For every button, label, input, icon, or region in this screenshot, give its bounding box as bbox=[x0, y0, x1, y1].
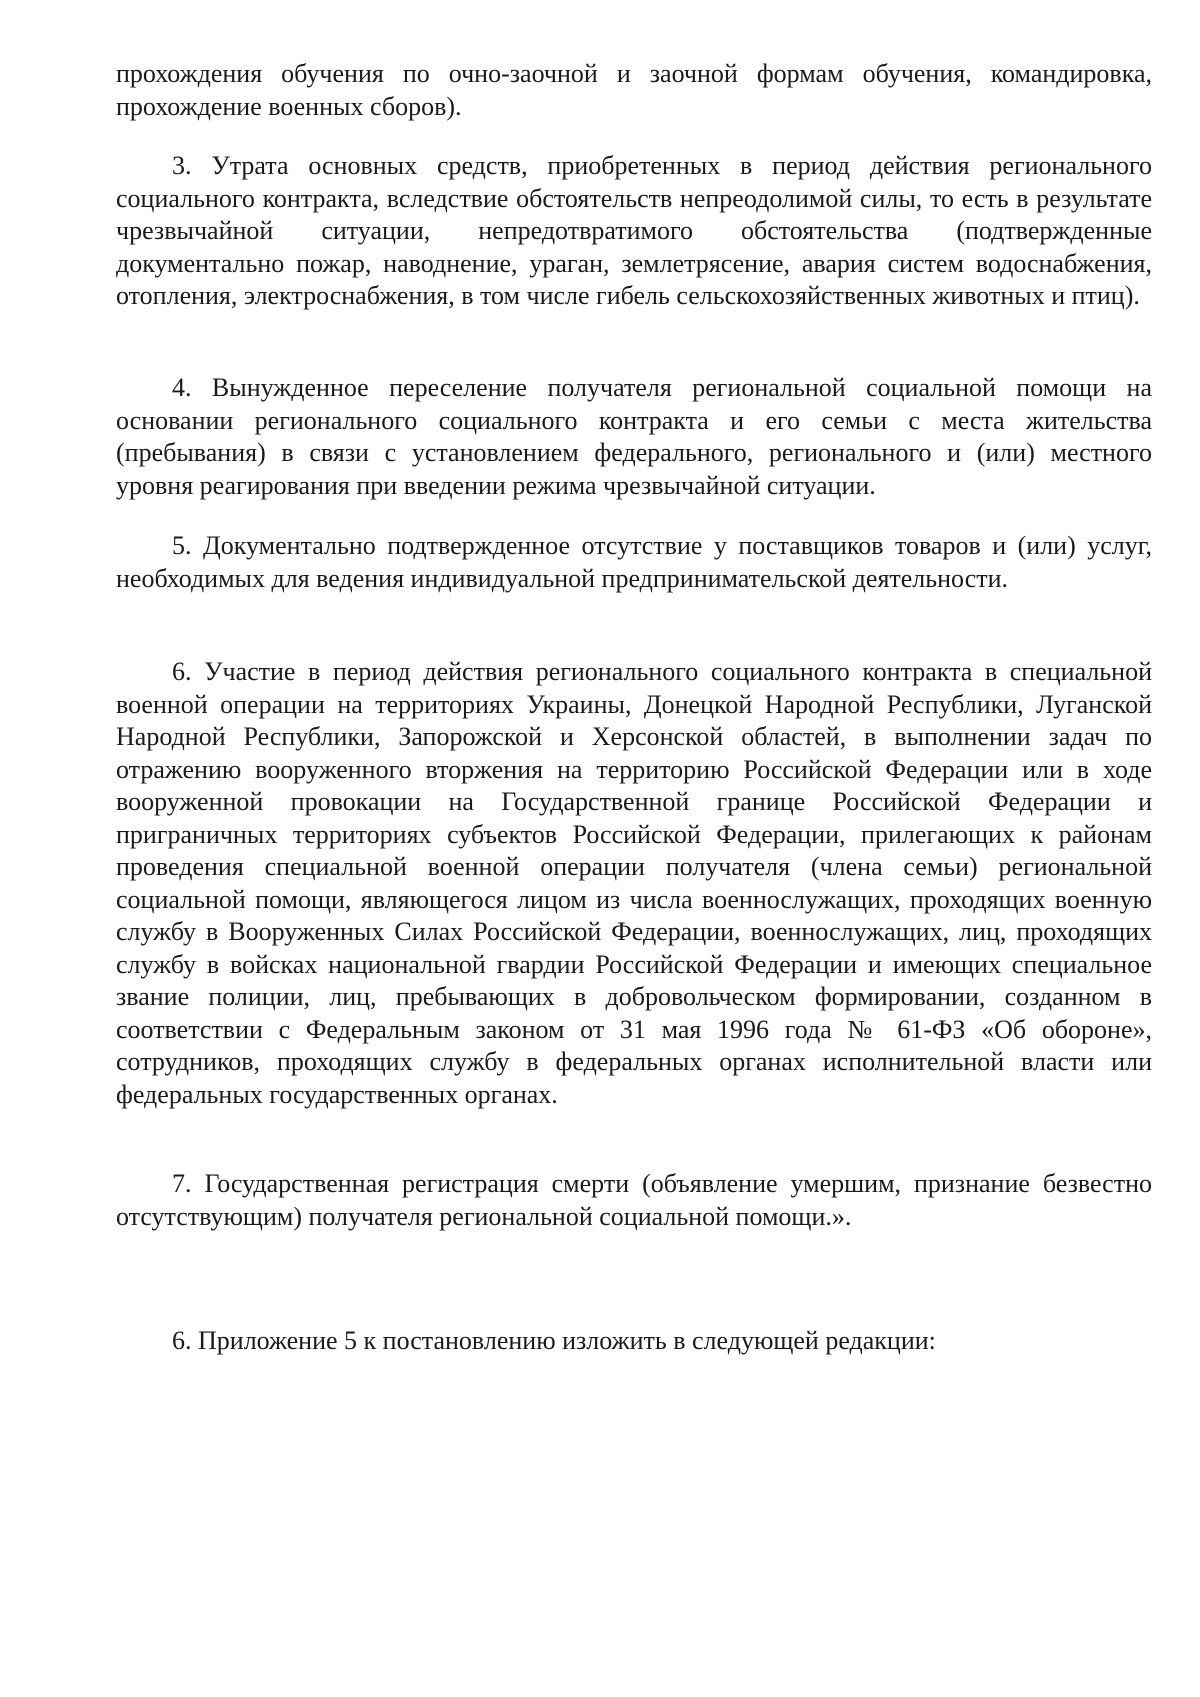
paragraph-amendment-6: 6. Приложение 5 к постановлению изложить в следующей редакции: bbox=[172, 1326, 936, 1355]
paragraph-item-5: 5. Документально подтвержденное отсутствие у поставщиков товаров и (или) услуг, необходимых для ведения индивидуальной предпринимательской деятельности. bbox=[116, 531, 1152, 593]
paragraph-item-3: 3. Утрата основных средств, приобретенных в период действия регионального социального контракта, вследствие обстоятельств непреодолимой силы, то есть в результате чрезвычайной ситуации, непредотвратимого обстоятельства (подтвержденные документально пожар, наводнение, ураган, землетрясение, авария систем водоснабжения, отопления, электроснабжения, в том числе гибель сельскохозяйственных животных и птиц). bbox=[116, 151, 1152, 310]
paragraph-item-7: 7. Государственная регистрация смерти (объявление умершим, признание безвестно отсутствующим) получателя региональной социальной помощи.». bbox=[116, 1169, 1152, 1231]
paragraph-item-4: 4. Вынужденное переселение получателя региональной социальной помощи на основании регионального социального контракта и его семьи с места жительства (пребывания) в связи с установлением федерального, регионального и (или) местного уровня реагирования при введении режима чрезвычайной ситуации. bbox=[116, 373, 1152, 500]
paragraph-item-6: 6. Участие в период действия регионального социального контракта в специальной военной операции на территориях Украины, Донецкой Народной Республики, Луганской Народной Республики, Запорожской и Херсонской областей, в выполнении задач по отражению вооруженного вторжения на территорию Российской Федерации или в ходе вооруженной провокации на Государственной границе Российской Федерации и приграничных территориях субъектов Российской Федерации, прилегающих к районам проведения специальной военной операции получателя (члена семьи) региональной социальной помощи, являющегося лицом из числа военнослужащих, проходящих военную службу в Вооруженных Силах Российской Федерации, военнослужащих, лиц, проходящих службу в войсках национальной гвардии Российской Федерации и имеющих специальное звание полиции, лиц, пребывающих в добровольческом формировании, созданном в соответствии с Федеральным законом от 31 мая 1996 года № 61-ФЗ «Об обороне», сотрудников, проходящих службу в федеральных органах исполнительной власти или федеральных государственных органах. bbox=[116, 657, 1152, 1109]
paragraph-continuation: прохождения обучения по очно-заочной и заочной формам обучения, командировка, прохождение военных сборов). bbox=[116, 59, 1152, 121]
